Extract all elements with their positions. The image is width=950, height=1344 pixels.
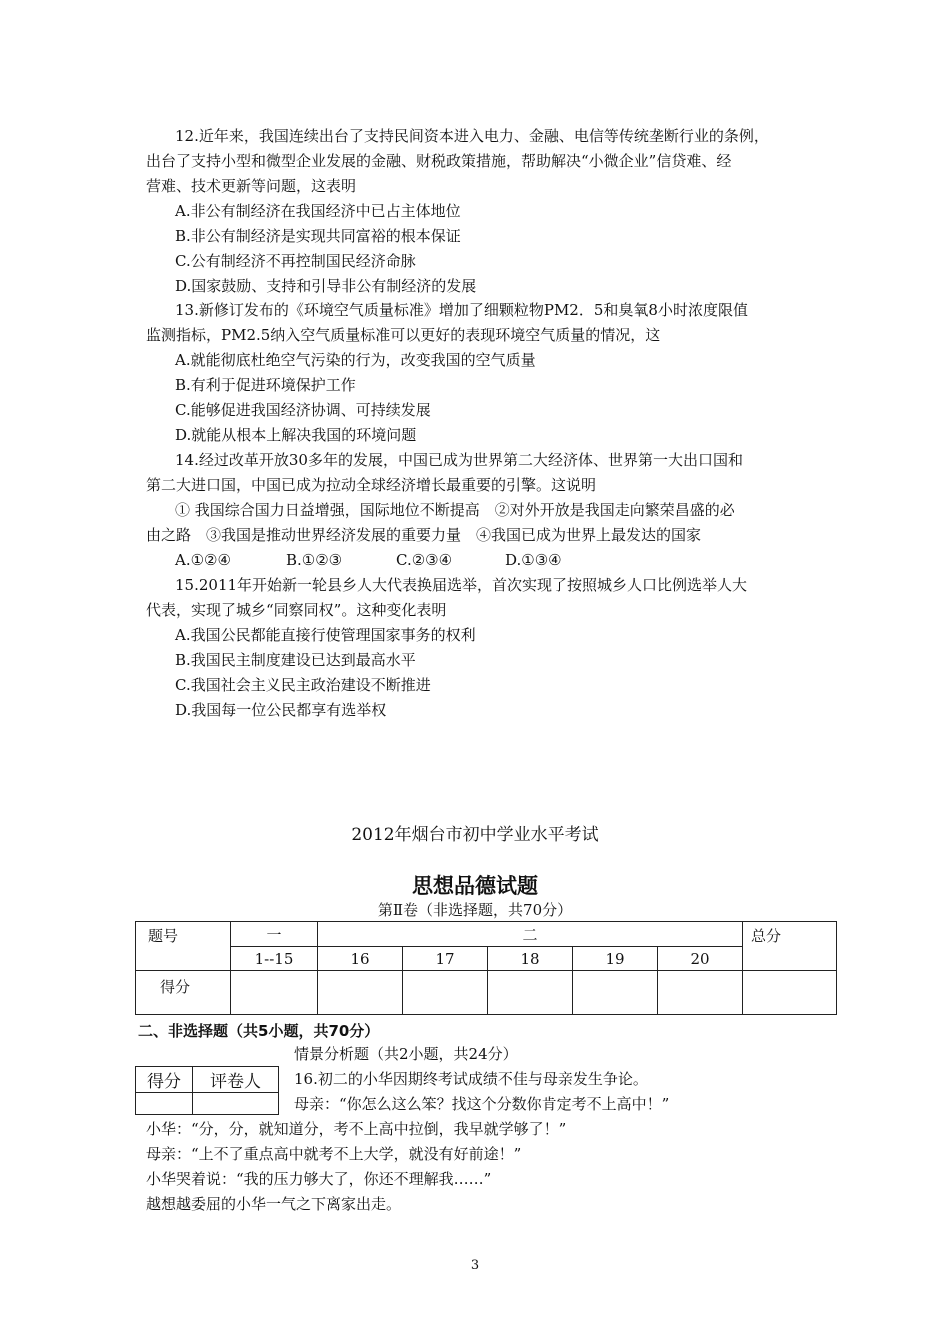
score-cell-q17 xyxy=(403,971,488,1015)
q16-intro: 情景分析题（共2小题，共24分） xyxy=(294,1045,518,1063)
q16-dialog-2: 小华：“分，分，就知道分，考不上高中拉倒，我早就学够了！” xyxy=(146,1120,567,1138)
q15-stem-line-1: 15.2011年开始新一轮县乡人大代表换届选举，首次实现了按照城乡人口比例选举人大 xyxy=(175,576,748,594)
q12-option-a: A.非公有制经济在我国经济中已占主体地位 xyxy=(175,202,461,220)
score-cell-total xyxy=(743,971,837,1015)
q15-option-a: A.我国公民都能直接行使管理国家事务的权利 xyxy=(175,626,476,644)
score-table-q17: 17 xyxy=(403,947,488,971)
exam-sub-title: 第Ⅱ卷（非选择题，共70分） xyxy=(377,901,573,919)
score-table-score-label: 得分 xyxy=(136,971,231,1015)
score-cell-q16 xyxy=(318,971,403,1015)
q14-option-a: A.①②④ xyxy=(175,551,231,569)
q16-stem: 16.初二的小华因期终考试成绩不佳与母亲发生争论。 xyxy=(294,1070,648,1088)
grader-score-label: 得分 xyxy=(136,1067,193,1093)
exam-main-title: 思想品德试题 xyxy=(412,874,538,898)
q14-option-c: C.②③④ xyxy=(396,551,453,569)
score-table-q16: 16 xyxy=(318,947,403,971)
score-cell-part-1 xyxy=(231,971,318,1015)
q12-option-c: C.公有制经济不再控制国民经济命脉 xyxy=(175,252,416,270)
q15-option-c: C.我国社会主义民主政治建设不断推进 xyxy=(175,676,431,694)
q14-statements-line-1: ① 我国综合国力日益增强，国际地位不断提高 ②对外开放是我国走向繁荣昌盛的必 xyxy=(175,501,735,519)
grader-name-cell xyxy=(193,1093,279,1115)
score-table-col-label: 题号 xyxy=(136,922,231,971)
grader-name-label: 评卷人 xyxy=(193,1067,279,1093)
q16-dialog-1: 母亲：“你怎么这么笨？找这个分数你肯定考不上高中！” xyxy=(294,1095,670,1113)
q13-option-b: B.有利于促进环境保护工作 xyxy=(175,376,356,394)
q12-option-b: B.非公有制经济是实现共同富裕的根本保证 xyxy=(175,227,461,245)
q12-stem-line-3: 营难、技术更新等问题，这表明 xyxy=(146,177,357,195)
q12-stem-line-2: 出台了支持小型和微型企业发展的金融、财税政策措施，帮助解决“小微企业”信贷难、经 xyxy=(146,152,732,170)
section-heading: 二、非选择题（共5小题，共70分） xyxy=(138,1022,380,1040)
score-cell-q18 xyxy=(488,971,573,1015)
q15-option-d: D.我国每一位公民都享有选举权 xyxy=(175,701,387,719)
q13-option-c: C.能够促进我国经济协调、可持续发展 xyxy=(175,401,431,419)
q12-option-d: D.国家鼓励、支持和引导非公有制经济的发展 xyxy=(175,277,477,295)
q15-option-b: B.我国民主制度建设已达到最高水平 xyxy=(175,651,416,669)
score-table-part-2: 二 xyxy=(318,922,743,947)
q14-stem-line-2: 第二大进口国，中国已成为拉动全球经济增长最重要的引擎。这说明 xyxy=(146,476,597,494)
q14-stem-line-1: 14.经过改革开放30多年的发展，中国已成为世界第二大经济体、世界第一大出口国和 xyxy=(175,451,743,469)
q14-option-b: B.①②③ xyxy=(286,551,343,569)
q14-statements-line-2: 由之路 ③我国是推动世界经济发展的重要力量 ④我国已成为世界上最发达的国家 xyxy=(146,526,702,544)
q16-dialog-5: 越想越委屈的小华一气之下离家出走。 xyxy=(146,1195,402,1213)
q13-stem-line-1: 13.新修订发布的《环境空气质量标准》增加了细颗粒物PM2．5和臭氧8小时浓度限值 xyxy=(175,301,748,319)
q14-option-d: D.①③④ xyxy=(505,551,562,569)
q13-option-a: A.就能彻底杜绝空气污染的行为，改变我国的空气质量 xyxy=(175,351,536,369)
score-table-q18: 18 xyxy=(488,947,573,971)
grader-score-cell xyxy=(136,1093,193,1115)
exam-year-title: 2012年烟台市初中学业水平考试 xyxy=(351,825,599,845)
score-cell-q19 xyxy=(573,971,658,1015)
q13-stem-line-2: 监测指标，PM2.5纳入空气质量标准可以更好的表现环境空气质量的情况，这 xyxy=(146,326,661,344)
score-table-range: 1--15 xyxy=(231,947,318,971)
q15-stem-line-2: 代表，实现了城乡“同察同权”。这种变化表明 xyxy=(146,601,447,619)
q16-dialog-4: 小华哭着说：“我的压力够大了，你还不理解我……” xyxy=(146,1170,492,1188)
score-cell-q20 xyxy=(658,971,743,1015)
q16-dialog-3: 母亲：“上不了重点高中就考不上大学，就没有好前途！” xyxy=(146,1145,522,1163)
score-table-total: 总分 xyxy=(743,922,837,971)
score-table xyxy=(135,921,837,1015)
score-table-part-1: 一 xyxy=(231,922,318,947)
score-table-q20: 20 xyxy=(658,947,743,971)
q12-stem-line-1: 12.近年来，我国连续出台了支持民间资本进入电力、金融、电信等传统垄断行业的条例， xyxy=(175,127,769,145)
page-number: 3 xyxy=(470,1258,480,1273)
grader-table xyxy=(135,1066,279,1115)
q13-option-d: D.就能从根本上解决我国的环境问题 xyxy=(175,426,417,444)
score-table-q19: 19 xyxy=(573,947,658,971)
